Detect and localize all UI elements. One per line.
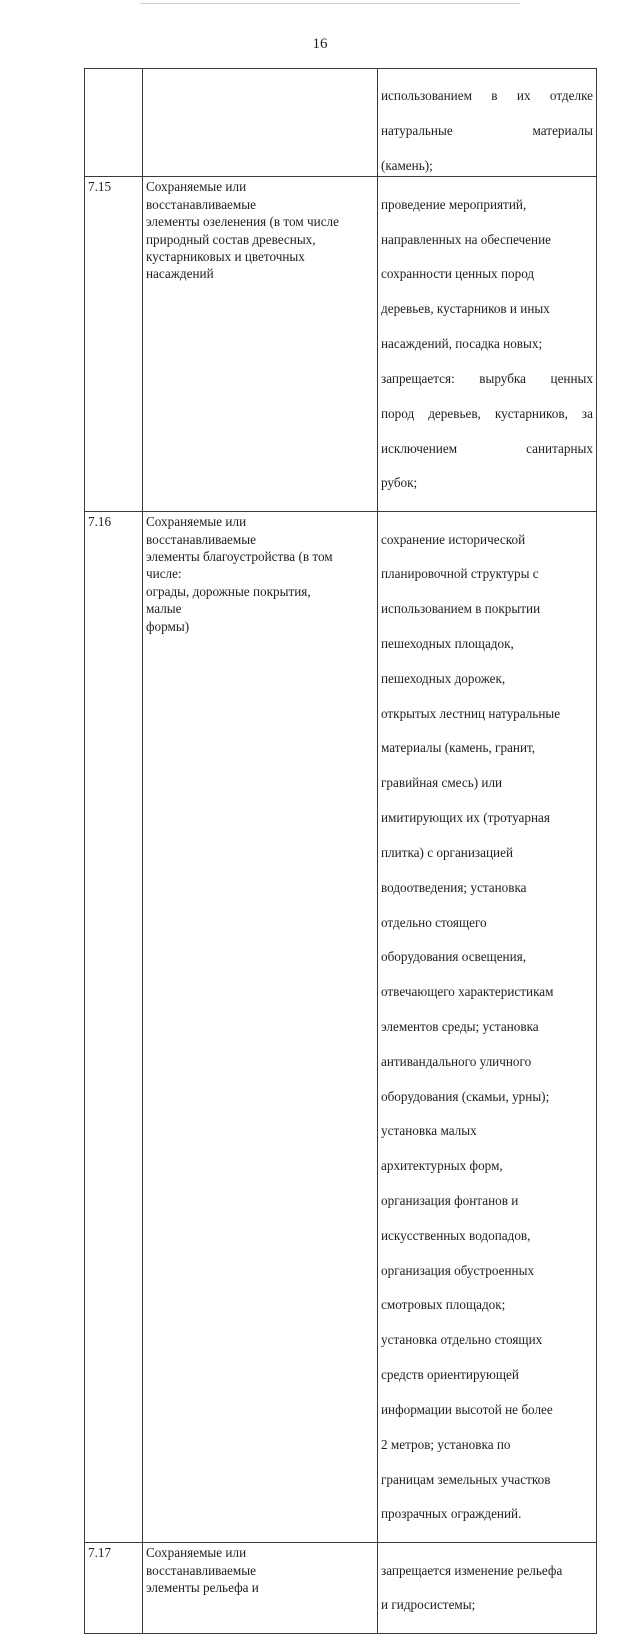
requirement-line: прозрачных ограждений. — [381, 1506, 522, 1522]
requirement-line: отдельно стоящего — [381, 914, 487, 930]
requirements-cell — [378, 177, 597, 512]
table-row — [85, 69, 597, 177]
requirement-line: оборудования (скамьи, урны); — [381, 1088, 550, 1104]
requirement-line: запрещается: вырубка ценных — [381, 370, 593, 386]
requirement-line: материалы (камень, гранит, — [381, 740, 536, 756]
table-row — [85, 512, 597, 1543]
requirements-cell — [378, 512, 597, 1543]
element-description: Сохраняемые или восстанавливаемые элементы озеленения (в том числе природный состав древесных, кустарниковых и цветочных насаждений — [143, 177, 378, 512]
requirement-line: организация фонтанов и — [381, 1193, 519, 1208]
requirement-line: границам земельных участков — [381, 1471, 551, 1487]
requirement-line: (камень); — [381, 158, 433, 174]
requirement-line: 2 метров; установка по — [381, 1436, 511, 1452]
requirement-line: отвечающего характеристикам — [381, 984, 554, 1000]
row-number: 7.17 — [85, 1543, 143, 1634]
requirement-line: установка отдельно стоящих — [381, 1332, 543, 1348]
scan-top-edge — [140, 3, 520, 4]
requirement-line: оборудования освещения, — [381, 949, 527, 965]
requirement-line: информации высотой не более — [381, 1401, 553, 1417]
row-number: 7.15 — [85, 177, 143, 512]
regulations-table — [84, 68, 597, 1634]
requirement-line: антивандального уличного — [381, 1053, 532, 1069]
requirement-line: запрещается изменение рельефа — [381, 1562, 563, 1578]
requirement-line: направленных на обеспечение — [381, 231, 552, 247]
requirement-line: искусственных водопадов, — [381, 1227, 531, 1243]
requirement-line: имитирующих их (тротуарная — [381, 810, 550, 826]
element-description: Сохраняемые или восстанавливаемые элементы благоустройства (в том числе: ограды, дорожные покрытия, малые формы) — [143, 512, 378, 1543]
requirement-line: проведение мероприятий, — [381, 196, 527, 212]
requirement-line: плитка) с организацией — [381, 844, 514, 860]
requirement-line: водоотведения; установка — [381, 879, 527, 895]
requirement-line: сохранности ценных пород — [381, 266, 535, 282]
requirement-line: смотровых площадок; — [381, 1297, 506, 1313]
requirement-line: планировочной структуры с — [381, 566, 539, 582]
requirement-line: использованием в покрытии — [381, 601, 541, 617]
requirement-line: средств ориентирующей — [381, 1367, 519, 1383]
element-description — [143, 69, 378, 177]
requirements-cell — [378, 69, 597, 177]
requirement-line: деревьев, кустарников и иных — [381, 301, 550, 317]
table-body — [85, 69, 597, 1634]
requirement-line: пешеходных площадок, — [381, 636, 514, 651]
requirement-line: гравийная смесь) или — [381, 775, 503, 791]
requirement-line: пород деревьев, кустарников, за — [381, 405, 593, 421]
requirement-line: установка малых — [381, 1123, 477, 1139]
requirement-line: натуральные материалы — [381, 123, 593, 139]
requirement-line: архитектурных форм, — [381, 1158, 503, 1174]
table-row — [85, 1543, 597, 1634]
requirement-line: исключением санитарных — [381, 440, 593, 456]
requirement-line: открытых лестниц натуральные — [381, 705, 561, 721]
requirement-line: рубок; — [381, 475, 418, 491]
table-row — [85, 177, 597, 512]
requirement-line: насаждений, посадка новых; — [381, 336, 543, 352]
requirement-line: использованием в их отделке — [381, 88, 593, 104]
row-number — [85, 69, 143, 177]
row-number: 7.16 — [85, 512, 143, 1543]
requirements-cell — [378, 1543, 597, 1634]
requirement-line: организация обустроенных — [381, 1262, 535, 1278]
element-description: Сохраняемые или восстанавливаемые элементы рельефа и — [143, 1543, 378, 1634]
requirement-line: и гидросистемы; — [381, 1597, 476, 1613]
requirement-line: пешеходных дорожек, — [381, 670, 506, 686]
requirement-line: сохранение исторической — [381, 531, 526, 547]
page-number: 16 — [312, 36, 328, 52]
requirement-line: элементов среды; установка — [381, 1018, 539, 1034]
